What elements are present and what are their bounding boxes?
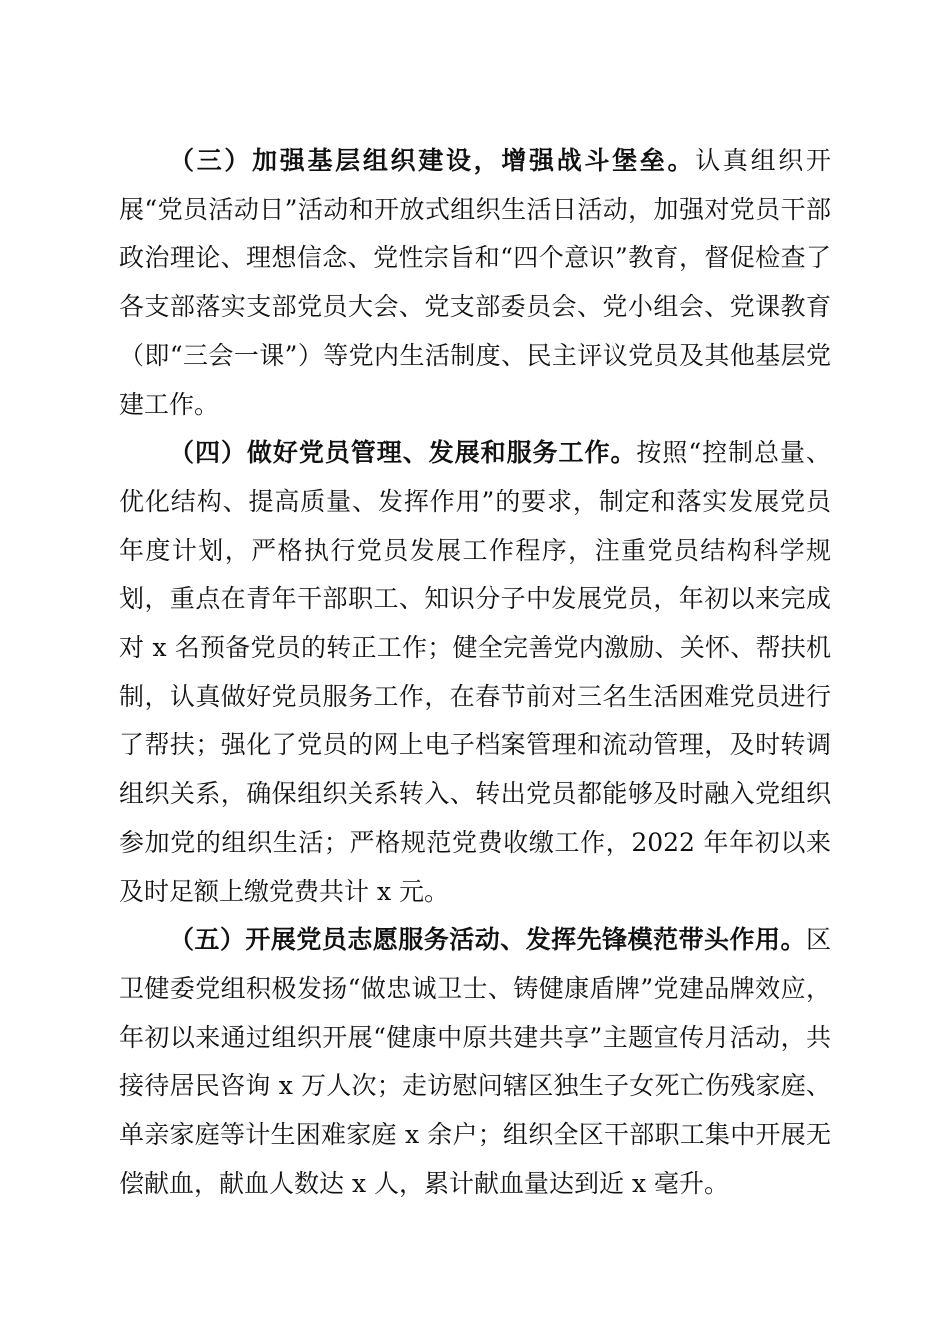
paragraph-four-body: 按照“控制总量、优化结构、提高质量、发挥作用”的要求，制定和落实发展党员年度计划，严格执行党员发展工作程序，注重党员结构科学规划，重点在青年干部职工、知识分子中发展党员，年初以来完成对 x 名预备党员的转正工作；健全完善党内激励、关怀、帮扶机制，认真做好党员服务工作，在春节前对三名生活困难党员进行了帮扶；强化了党员的网上电子档案管理和流动管理，及时转调组织关系，确保组织关系转入、转出党员都能够及时融入党组织参加党的组织生活；严格规范党费收缴工作，2022 年年初以来及时足额上缴党费共计 x 元。 <box>119 438 831 906</box>
paragraph-five-body: 区卫健委党组积极发扬“做忠诚卫士、铸健康盾牌”党建品牌效应，年初以来通过组织开展“健康中原共建共享”主题宣传月活动，共接待居民咨询 x 万人次；走访慰问辖区独生子女死亡伤残家庭、单亲家庭等计生困难家庭 x 余户；组织全区干部职工集中开展无偿献血，献血人数达 x 人，累计献血量达到近 x 毫升。 <box>119 925 831 1198</box>
paragraph-four <box>119 429 831 916</box>
paragraph-four-heading: （四）做好党员管理、发展和服务工作。 <box>169 438 637 468</box>
paragraph-three-heading: （三）加强基层组织建设，增强战斗堡垒。 <box>169 146 696 175</box>
paragraph-three-body: 认真组织开展“党员活动日”活动和开放式组织生活日活动，加强对党员干部政治理论、理想信念、党性宗旨和“四个意识”教育，督促检查了各支部落实支部党员大会、党支部委员会、党小组会、党课教育（即“三会一课”）等党内生活制度、民主评议党员及其他基层党建工作。 <box>119 146 831 419</box>
paragraph-five-heading: （五）开展党员志愿服务活动、发挥先锋模范带头作用。 <box>169 925 806 955</box>
paragraph-three <box>119 137 831 429</box>
paragraph-five <box>119 916 831 1208</box>
document-page <box>119 137 831 1208</box>
